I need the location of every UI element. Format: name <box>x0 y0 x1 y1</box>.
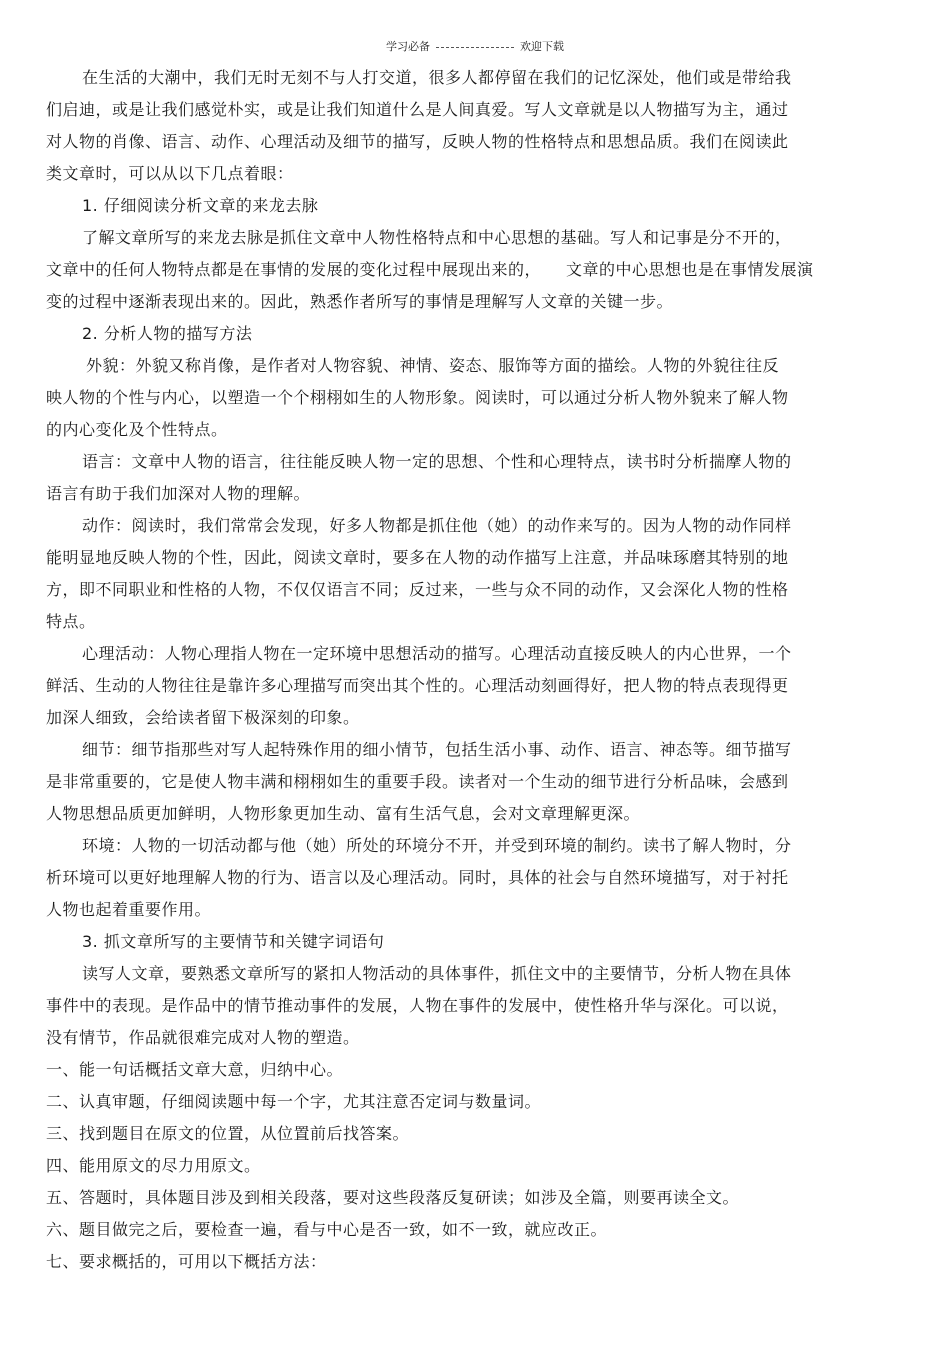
text-line: 语言有助于我们加深对人物的理解。 <box>46 484 311 503</box>
document-body <box>46 62 906 1278</box>
text-line: 是非常重要的，它是使人物丰满和栩栩如生的重要手段。读者对一个生动的细节进行分析品味，会感到 <box>46 772 789 791</box>
text-line: 了解文章所写的来龙去脉是抓住文章中人物性格特点和中心思想的基础。写人和记事是分不开的， <box>82 228 792 247</box>
text-line: 加深人细致，会给读者留下极深刻的印象。 <box>46 708 360 727</box>
text-line: 鲜活、生动的人物往往是靠许多心理描写而突出其个性的。心理活动刻画得好，把人物的特点表现得更 <box>46 676 789 695</box>
text-line: 事件中的表现。是作品中的情节推动事件的发展，人物在事件的发展中，使性格升华与深化。可以说， <box>46 996 789 1015</box>
text-line: 动作：阅读时，我们常常会发现，好多人物都是抓住他（她）的动作来写的。因为人物的动作同样 <box>82 516 792 535</box>
text-line: 六、题目做完之后，要检查一遍，看与中心是否一致，如不一致，就应改正。 <box>46 1220 608 1239</box>
text-line: 映人物的个性与内心，以塑造一个个栩栩如生的人物形象。阅读时，可以通过分析人物外貌来了解人物 <box>46 388 789 407</box>
text-line: 没有情节，作品就很难完成对人物的塑造。 <box>46 1028 360 1047</box>
text-line: 类文章时，可以从以下几点着眼： <box>46 164 294 183</box>
text-line: 们启迪，或是让我们感觉朴实，或是让我们知道什么是人间真爱。写人文章就是以人物描写为主，通过 <box>46 100 789 119</box>
text-line: 变的过程中逐渐表现出来的。因此，熟悉作者所写的事情是理解写人文章的关键一步。 <box>46 292 674 311</box>
page-header <box>0 40 950 54</box>
text-line: 1. 仔细阅读分析文章的来龙去脉 <box>82 196 319 215</box>
text-line: 在生活的大潮中，我们无时无刻不与人打交道，很多人都停留在我们的记忆深处，他们或是带给我 <box>82 68 792 87</box>
text-line: 四、能用原文的尽力用原文。 <box>46 1156 261 1175</box>
text-line: 外貌：外貌又称肖像，是作者对人物容貌、神情、姿态、服饰等方面的描绘。人物的外貌往往反 <box>86 356 780 375</box>
text-line: 环境：人物的一切活动都与他（她）所处的环境分不开，并受到环境的制约。读书了解人物时，分 <box>82 836 792 855</box>
text-line: 析环境可以更好地理解人物的行为、语言以及心理活动。同时，具体的社会与自然环境描写，对于衬托 <box>46 868 789 887</box>
text-line: 的内心变化及个性特点。 <box>46 420 228 439</box>
text-line: 二、认真审题，仔细阅读题中每一个字，尤其注意否定词与数量词。 <box>46 1092 542 1111</box>
text-line: 五、答题时，具体题目涉及到相关段落，要对这些段落反复研读；如涉及全篇，则要再读全文。 <box>46 1188 740 1207</box>
text-line: 三、找到题目在原文的位置，从位置前后找答案。 <box>46 1124 410 1143</box>
text-line: 特点。 <box>46 612 96 631</box>
text-line: 对人物的肖像、语言、动作、心理活动及细节的描写，反映人物的性格特点和思想品质。我们在阅读此 <box>46 132 789 151</box>
text-line: 能明显地反映人物的个性，因此，阅读文章时，要多在人物的动作描写上注意，并品味琢磨其特别的地 <box>46 548 789 567</box>
text-line: 2. 分析人物的描写方法 <box>82 324 253 343</box>
text-line: 心理活动：人物心理指人物在一定环境中思想活动的描写。心理活动直接反映人的内心世界，一个 <box>82 644 792 663</box>
text-line: 文章中的任何人物特点都是在事情的发展的变化过程中展现出来的， 文章的中心思想也是在事情发展演 <box>46 260 814 279</box>
header-divider <box>436 47 514 48</box>
text-line: 读写人文章，要熟悉文章所写的紧扣人物活动的具体事件，抓住文中的主要情节，分析人物在具体 <box>82 964 792 983</box>
text-line: 语言：文章中人物的语言，往往能反映人物一定的思想、个性和心理特点，读书时分析揣摩人物的 <box>82 452 792 471</box>
text-line: 人物思想品质更加鲜明，人物形象更加生动、富有生活气息，会对文章理解更深。 <box>46 804 641 823</box>
header-right-text: 欢迎下载 <box>520 40 564 53</box>
text-line: 一、能一句话概括文章大意，归纳中心。 <box>46 1060 344 1079</box>
text-line: 3. 抓文章所写的主要情节和关键字词语句 <box>82 932 385 951</box>
text-line: 人物也起着重要作用。 <box>46 900 212 919</box>
header-left-text: 学习必备 <box>386 40 430 53</box>
text-line: 细节：细节指那些对写人起特殊作用的细小情节，包括生活小事、动作、语言、神态等。细节描写 <box>82 740 792 759</box>
text-line: 方，即不同职业和性格的人物，不仅仅语言不同；反过来，一些与众不同的动作，又会深化人物的性格 <box>46 580 789 599</box>
text-line: 七、要求概括的，可用以下概括方法： <box>46 1252 327 1271</box>
